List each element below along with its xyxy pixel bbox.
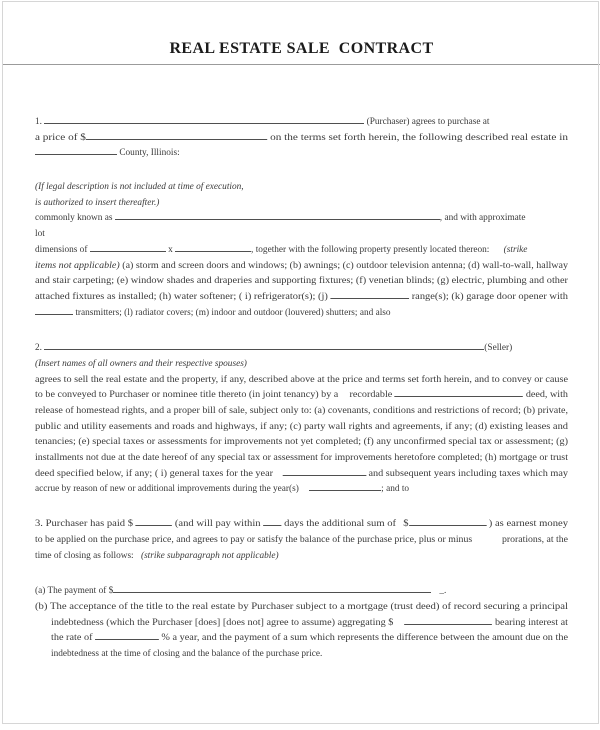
text-segment: to be conveyed to Purchaser or nominee title thereto (in joint tenancy) by a bbox=[35, 390, 341, 401]
text-line bbox=[35, 482, 568, 498]
text-segment: attached fixtures as installed; (h) water softener; ( i) refrigerator(s); (j) bbox=[35, 291, 331, 302]
text-line bbox=[35, 357, 568, 373]
text-segment: installments not due at the date hereof of any special tax or assessment for improvements heretofore completed; (h) mortgage or trust bbox=[35, 453, 568, 464]
italic-text: is authorized to insert thereafter.) bbox=[35, 197, 160, 208]
blank-underline bbox=[115, 211, 440, 220]
text-segment: ) as earnest money bbox=[486, 519, 568, 530]
blank-underline bbox=[395, 388, 523, 397]
blank-underline bbox=[282, 467, 366, 476]
text-segment: a price of $ bbox=[35, 132, 86, 143]
earnest-money-clause bbox=[35, 517, 568, 564]
text-segment: (b) The acceptance of the title to the real estate by Purchaser subject to a mortgage (trust deed) of record securing a principal bbox=[35, 601, 568, 612]
blank-underline bbox=[44, 341, 484, 350]
text-line bbox=[35, 243, 568, 259]
text-segment: accrue by reason of new or additional improvements during the year(s) bbox=[35, 484, 302, 495]
text-segment: time of closing as follows: bbox=[35, 550, 136, 561]
text-segment: (Purchaser) agrees to purchase at bbox=[364, 117, 490, 127]
text-segment: commonly known as bbox=[35, 213, 115, 224]
blank-underline bbox=[35, 306, 73, 315]
gap-spacer bbox=[396, 624, 405, 625]
text-line bbox=[35, 211, 568, 227]
italic-text: (strike bbox=[503, 244, 528, 255]
text-segment: tenancies; (e) special taxes or assessments for improvements not yet completed; (f) any unconfirmed special tax or assessment; (g) bbox=[35, 437, 568, 448]
gap-spacer bbox=[492, 251, 504, 252]
seller-clause bbox=[35, 341, 568, 498]
text-segment: 1. bbox=[35, 117, 45, 127]
blank-underline bbox=[263, 517, 281, 526]
text-segment: indebtedness at the time of closing and the balance of the purchase price. bbox=[51, 648, 323, 659]
text-segment: and stair carpeting; (e) window shades and draperies and supporting fixtures; (f) venetian blinds; (g) electric, plumbing and other bbox=[35, 276, 568, 287]
text-segment: indebtedness (which the Purchaser [does] [does not] agree to assume) aggregating $ bbox=[51, 617, 396, 628]
text-segment: prorations, at the bbox=[501, 534, 568, 545]
text-segment: release of homestead rights, and a proper bill of sale, subject only to: (a) covenants, conditions and restrictions of record; (b) private, bbox=[35, 406, 568, 416]
text-segment: recordable bbox=[349, 390, 395, 401]
italic-text: (Insert names of all owners and their respective spouses) bbox=[35, 358, 247, 369]
text-segment: _. bbox=[439, 586, 447, 597]
text-line bbox=[35, 180, 568, 196]
text-segment: % a year, and the payment of a sum which represents the difference between the amount due on the bbox=[158, 633, 568, 644]
text-segment: , together with the following property presently located thereon: bbox=[251, 244, 492, 255]
text-line bbox=[35, 227, 568, 243]
text-line bbox=[35, 115, 568, 131]
text-segment: on the terms set forth herein, the following described real estate in bbox=[267, 132, 568, 143]
blank-underline bbox=[405, 616, 493, 625]
text-line bbox=[35, 451, 568, 467]
text-line bbox=[35, 616, 568, 632]
text-line bbox=[35, 290, 568, 306]
blank-underline bbox=[90, 243, 166, 252]
text-segment: lot bbox=[35, 229, 45, 240]
text-segment: public and utility easements and roads and highways, if any; (c) party wall rights and agreements, if any; (d) existing leases and bbox=[35, 421, 568, 432]
text-line bbox=[35, 600, 568, 616]
text-line bbox=[35, 373, 568, 389]
text-line bbox=[35, 196, 568, 212]
text-line bbox=[35, 306, 568, 322]
text-segment: x bbox=[165, 244, 176, 255]
text-line bbox=[35, 549, 568, 565]
text-line bbox=[35, 584, 568, 600]
text-segment: days the additional sum of bbox=[281, 519, 399, 530]
page-content bbox=[35, 0, 568, 663]
text-segment: (and will pay within bbox=[172, 519, 264, 530]
text-segment: the rate of bbox=[51, 633, 96, 644]
text-segment: agrees to sell the real estate and the property, if any, described above at the price and terms set forth herein, and to convey or cause bbox=[35, 374, 568, 385]
text-segment: 2. bbox=[35, 343, 45, 354]
text-line bbox=[35, 467, 568, 483]
blank-underline bbox=[95, 631, 159, 640]
text-segment: ; and to bbox=[381, 484, 410, 495]
text-segment: and subsequent years including taxes which may bbox=[365, 468, 568, 479]
blank-underline bbox=[136, 517, 172, 526]
legal-description-and-property-clause bbox=[35, 180, 568, 321]
text-line bbox=[35, 533, 568, 549]
text-segment: (Seller) bbox=[484, 343, 513, 354]
text-segment: $ bbox=[403, 519, 409, 530]
gap-spacer bbox=[301, 490, 309, 491]
italic-text: (strike subparagraph not applicable) bbox=[140, 550, 279, 561]
text-segment: bearing interest at bbox=[492, 617, 568, 628]
text-line bbox=[35, 517, 568, 533]
gap-spacer bbox=[341, 396, 350, 397]
text-line bbox=[35, 420, 568, 436]
blank-underline bbox=[309, 482, 381, 491]
text-segment: 3. Purchaser has paid $ bbox=[35, 519, 136, 530]
text-line bbox=[35, 647, 568, 663]
text-line bbox=[35, 388, 568, 404]
document-body bbox=[35, 115, 568, 663]
document-title: REAL ESTATE SALE CONTRACT bbox=[169, 40, 434, 57]
text-line bbox=[35, 146, 568, 162]
payment-subparagraphs bbox=[35, 584, 568, 662]
blank-underline bbox=[330, 290, 409, 299]
text-segment: deed, with bbox=[523, 390, 568, 401]
text-line bbox=[35, 341, 568, 357]
gap-spacer bbox=[475, 541, 502, 542]
text-segment: (a) storm and screen doors and windows; (b) awnings; (c) outdoor television antenna; (d) wall-to-wall, hallway bbox=[119, 260, 569, 271]
blank-underline bbox=[175, 243, 251, 252]
italic-text: items not applicable) bbox=[35, 260, 120, 271]
purchase-clause bbox=[35, 115, 568, 162]
title-rule bbox=[2, 64, 600, 65]
text-segment: (a) The payment of $ bbox=[35, 586, 114, 597]
text-segment: transmitters; (l) radiator covers; (m) indoor and outdoor (louvered) shutters; and also bbox=[73, 307, 391, 318]
text-line bbox=[35, 631, 568, 647]
text-line bbox=[35, 404, 568, 420]
text-segment: , and with approximate bbox=[439, 213, 526, 224]
text-line bbox=[35, 274, 568, 290]
blank-underline bbox=[86, 131, 267, 140]
text-segment: dimensions of bbox=[35, 244, 90, 255]
italic-text: (If legal description is not included at time of execution, bbox=[35, 182, 244, 193]
text-line bbox=[35, 435, 568, 451]
text-segment: range(s); (k) garage door opener with bbox=[409, 291, 568, 302]
text-line bbox=[35, 131, 568, 147]
text-line bbox=[35, 259, 568, 275]
text-segment: to be applied on the purchase price, and agrees to pay or satisfy the balance of the purchase price, plus or minus bbox=[35, 534, 475, 545]
blank-underline bbox=[113, 584, 431, 593]
blank-underline bbox=[35, 146, 117, 155]
text-segment: deed specified below, if any; ( i) general taxes for the year bbox=[35, 468, 276, 479]
blank-underline bbox=[409, 517, 487, 526]
text-segment: County, Illinois: bbox=[117, 148, 180, 159]
blank-underline bbox=[44, 115, 364, 124]
